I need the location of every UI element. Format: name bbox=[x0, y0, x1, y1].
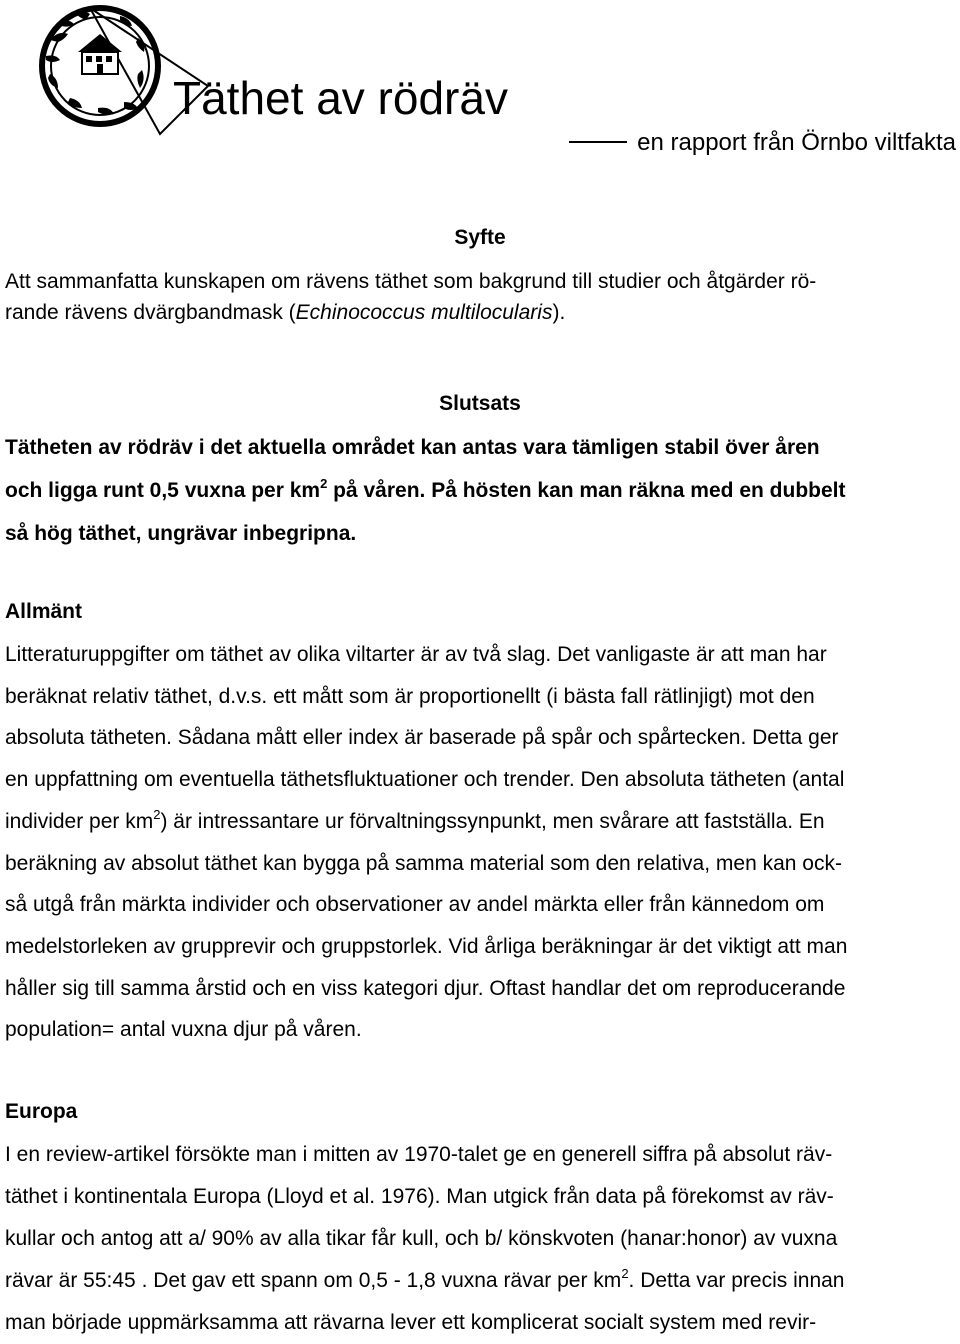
europe-paragraph bbox=[5, 1134, 957, 1344]
text-line: Tätheten av rödräv i det aktuella området kan antas vara tämligen stabil över åren bbox=[5, 436, 820, 459]
species-name: Echinococcus multilocularis bbox=[295, 301, 553, 324]
text-fragment: rävar är 55:45 . Det gav ett spann om 0,5 - 1,8 vuxna rävar per km bbox=[5, 1269, 622, 1292]
section-heading-europe: Europa bbox=[5, 1100, 78, 1123]
text-line: man började uppmärksamma att rävarna lever ett komplicerat socialt system med revir- bbox=[5, 1311, 817, 1334]
text-fragment: . Detta var precis innan bbox=[628, 1269, 845, 1292]
text-line: en uppfattning om eventuella täthetsfluktuationer och trender. Den absoluta tätheten (antal bbox=[5, 768, 845, 792]
text-line: täthet i kontinentala Europa (Lloyd et al. 1976). Man utgick från data på förekomst av räv- bbox=[5, 1185, 834, 1208]
text-line: population= antal vuxna djur på våren. bbox=[5, 1018, 362, 1042]
text-fragment: på våren. På hösten kan man räkna med en dubbelt bbox=[327, 479, 846, 502]
section-heading-conclusion: Slutsats bbox=[439, 392, 521, 415]
conclusion-paragraph bbox=[5, 426, 957, 555]
page-title: Täthet av rödräv bbox=[173, 72, 508, 124]
text-line: så utgå från märkta individer och observationer av andel märkta eller från kännedom om bbox=[5, 893, 825, 917]
text-line: så hög täthet, ungrävar inbegripna. bbox=[5, 522, 357, 545]
text-line: beräkning av absolut täthet kan bygga på samma material som den relativa, men kan ock- bbox=[5, 851, 842, 875]
text-line: I en review-artikel försökte man i mitten av 1970-talet ge en generell siffra på absolut räv- bbox=[5, 1143, 833, 1166]
text-line: Att sammanfatta kunskapen om rävens täthet som bakgrund till studier och åtgärder rö- bbox=[5, 270, 817, 293]
text-fragment: individer per km bbox=[5, 809, 154, 833]
superscript: 2 bbox=[320, 476, 328, 491]
superscript: 2 bbox=[621, 1266, 629, 1281]
general-paragraph bbox=[5, 634, 957, 1051]
text-line: kullar och antog att a/ 90% av alla tikar får kull, och b/ könskvoten (hanar:honor) av vuxna bbox=[5, 1227, 838, 1250]
em-dash-rule bbox=[569, 141, 627, 143]
text-fragment: ). bbox=[552, 301, 566, 324]
section-heading-general: Allmänt bbox=[5, 600, 83, 623]
text-line: håller sig till samma årstid och en viss kategori djur. Oftast handlar det om reproducerande bbox=[5, 976, 846, 1000]
text-line bbox=[5, 469, 957, 512]
purpose-paragraph bbox=[5, 266, 957, 328]
superscript: 2 bbox=[153, 806, 161, 822]
subtitle-text: en rapport från Örnbo viltfakta bbox=[637, 129, 956, 156]
text-line: absoluta tätheten. Sådana mått eller index är baserade på spår och spårtecken. Detta ger bbox=[5, 726, 839, 750]
text-line bbox=[5, 297, 957, 328]
text-fragment: rande rävens dvärgbandmask ( bbox=[5, 301, 296, 324]
page-subtitle bbox=[569, 126, 956, 160]
text-line bbox=[5, 801, 957, 843]
text-line bbox=[5, 1260, 957, 1302]
text-line: Litteraturuppgifter om täthet av olika viltarter är av två slag. Det vanligaste är att man har bbox=[5, 643, 827, 666]
text-fragment: ) är intressantare ur förvaltningssynpunkt, men svårare att fastställa. En bbox=[160, 809, 825, 833]
section-heading-purpose: Syfte bbox=[454, 226, 506, 249]
text-line: medelstorleken av grupprevir och gruppstorlek. Vid årliga beräkningar är det viktigt att man bbox=[5, 934, 848, 958]
text-fragment: och ligga runt 0,5 vuxna per km bbox=[5, 479, 321, 502]
text-line: beräknat relativ täthet, d.v.s. ett mått som är proportionellt (i bästa fall rätlinjigt) mot den bbox=[5, 684, 815, 708]
